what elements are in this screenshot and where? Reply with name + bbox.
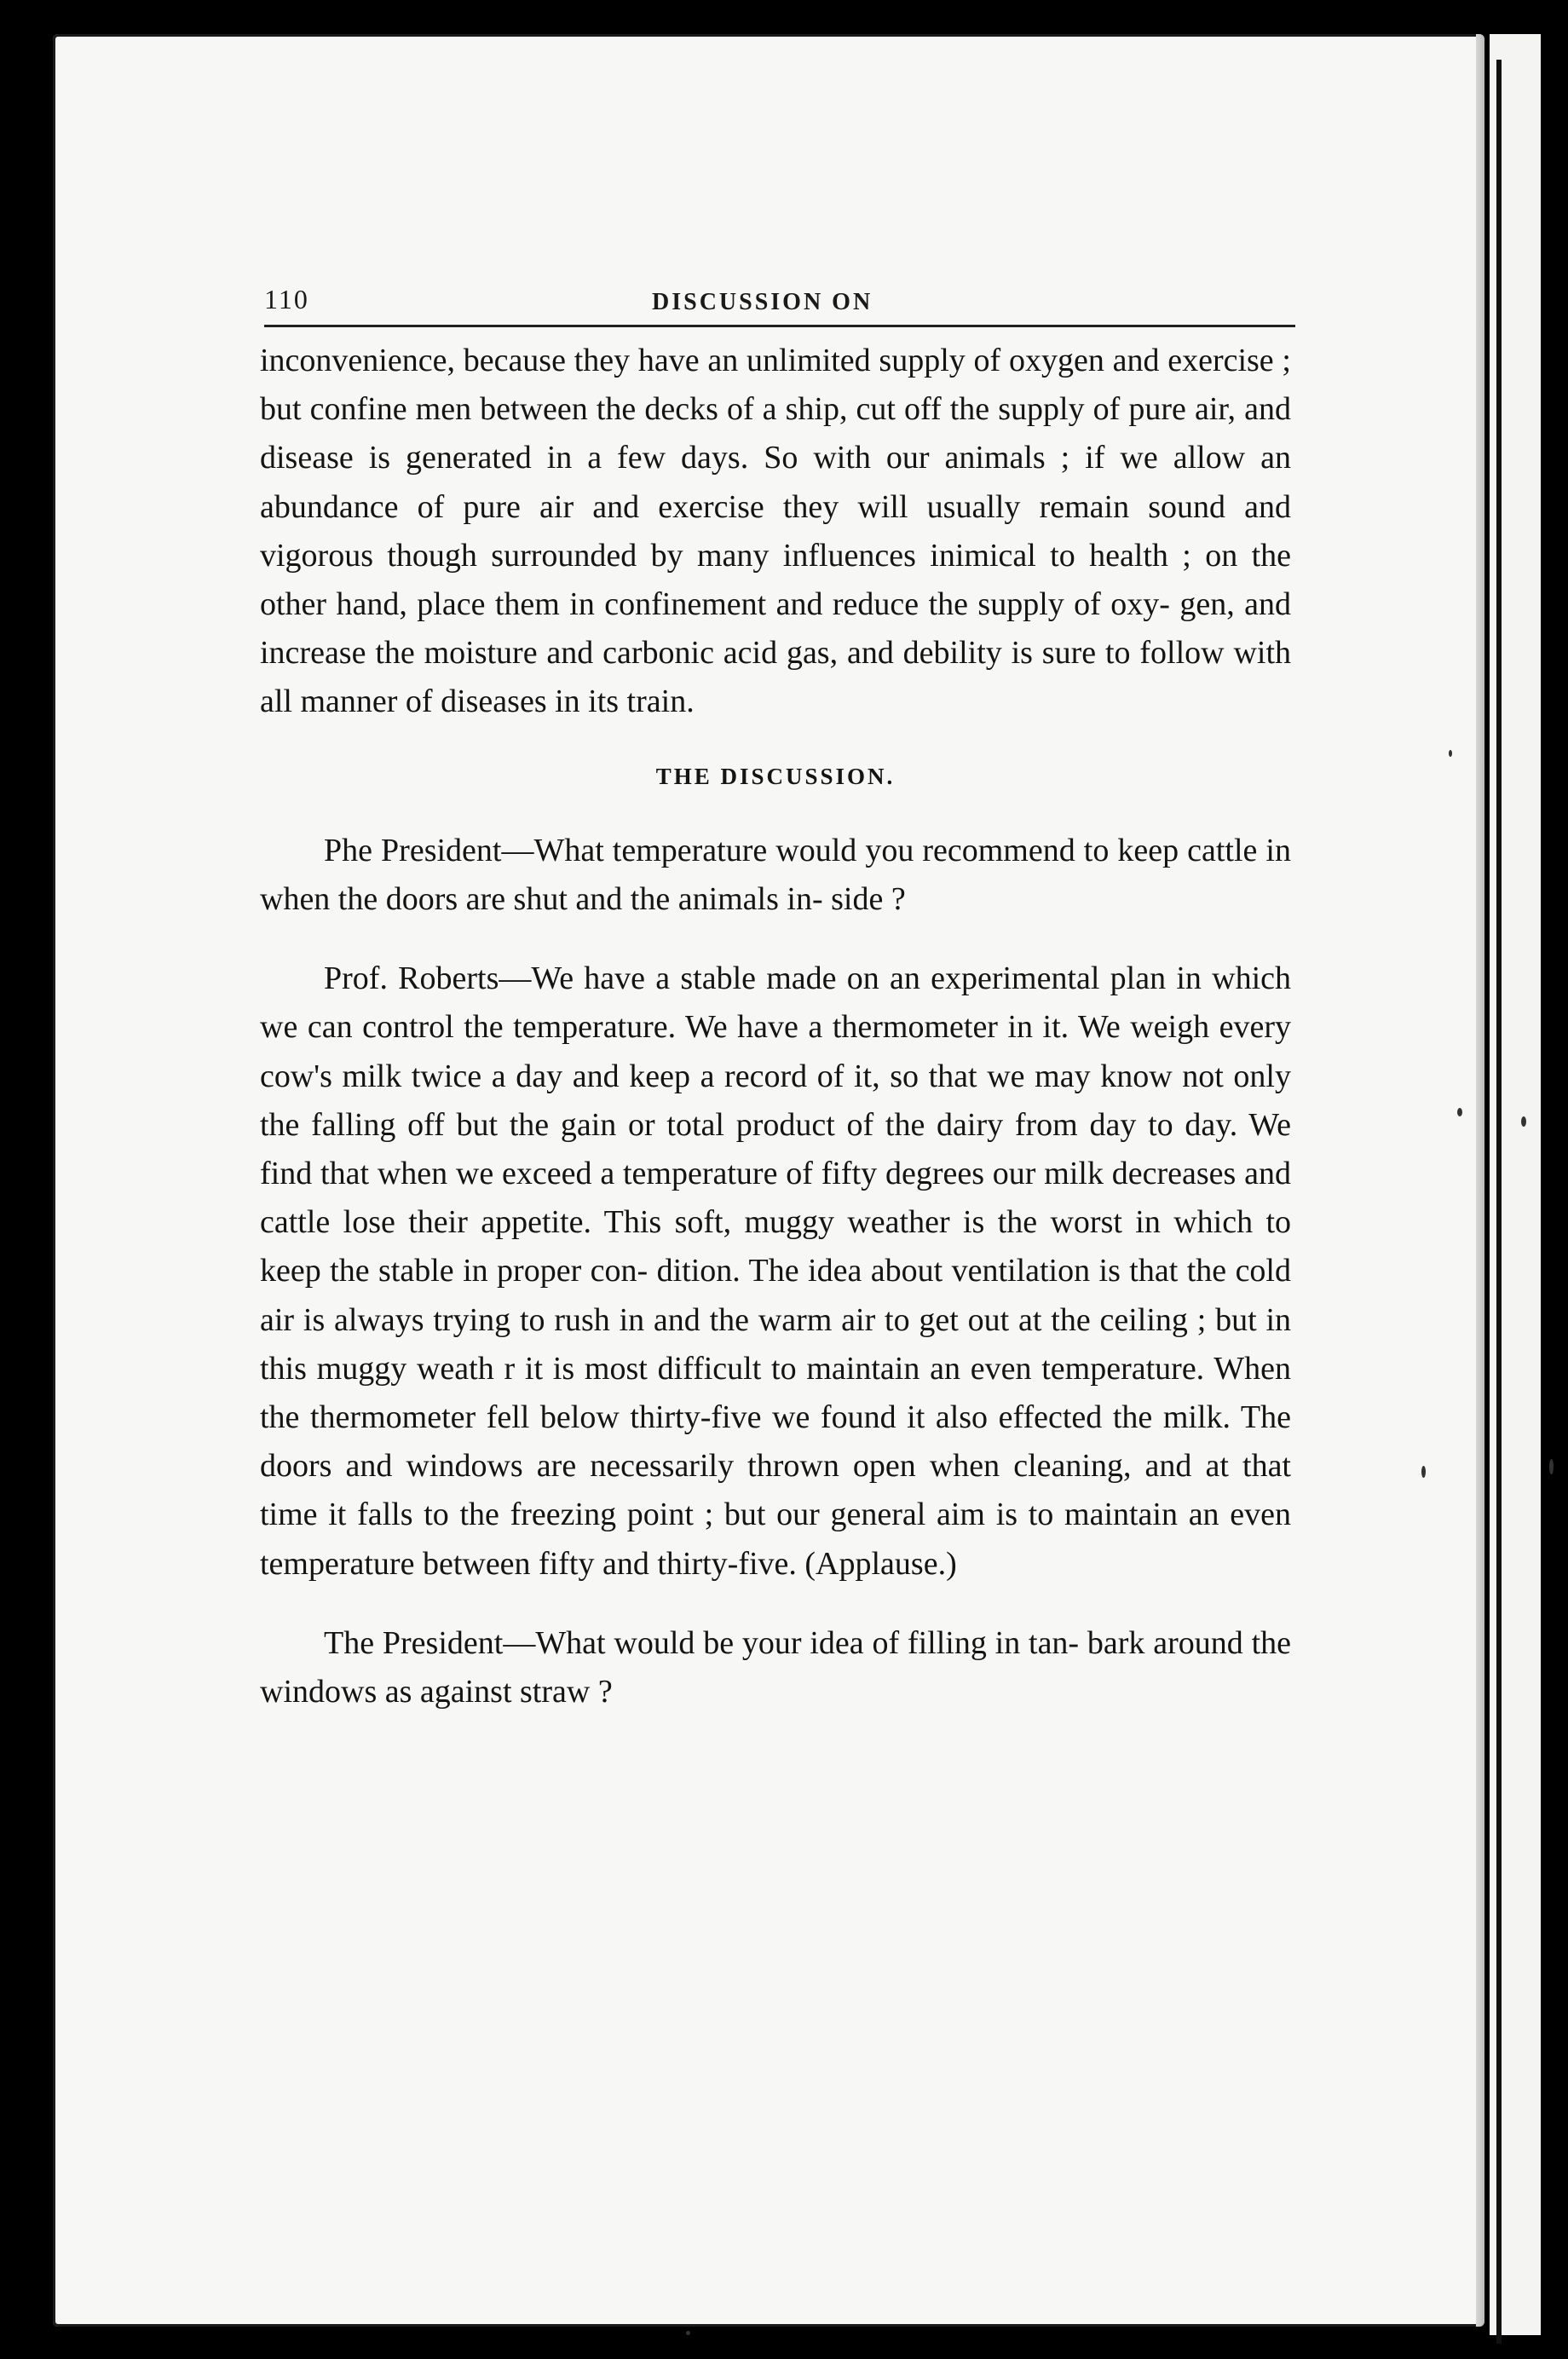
scan-speck (1457, 1108, 1462, 1116)
page-edge-shadow (1476, 34, 1484, 2327)
scan-speck (1449, 750, 1452, 757)
section-heading: THE DISCUSSION. (655, 763, 896, 789)
binding-line (1496, 60, 1502, 2344)
paragraph-gap (260, 924, 1291, 955)
discussion-paragraph: Prof. Roberts—We have a stable made on an experimental plan in which we can control the temperature. We have a thermometer in it. We weigh every cow's milk twice a day and keep a record of it, so that we may know not only the falling off but the gain or total product of the dairy from day to day. We find that when we exceed a temperature of fifty degrees our milk decreases and cattle lose their appetite. This soft, muggy weather is the worst in which to keep the stable in proper con- dition. The idea about ventilation is that the cold air is always trying to rush in and the warm air to get out at the ceiling ; but in this muggy weath r it is most difficult to maintain an even temperature. When the thermometer fell below thirty-five we found it also effected the milk. The doors and windows are necessarily thrown open when cleaning, and at that time it falls to the freezing point ; but our general aim is to maintain an even temperature between fifty and thirty-five. (Applause.) (260, 960, 1291, 1582)
running-head: DISCUSSION ON (652, 289, 873, 315)
page-body (260, 337, 1291, 1716)
scan-speck (1421, 1466, 1426, 1478)
scan-speck (686, 2331, 690, 2335)
page-header (264, 277, 1295, 328)
scan-speck (1549, 1459, 1554, 1474)
scan-speck (1521, 1116, 1526, 1127)
discussion-paragraph: Phe President—What temperature would you recommend to keep cattle in when the doors are shut and the animals in- side ? (260, 832, 1291, 918)
opening-paragraph: inconvenience, because they have an unlimited supply of oxygen and exercise ; but confine men between the decks of a ship, cut off the supply of pure air, and disease is generated in a few days. So with our animals ; if we allow an abundance of pure air and exercise they will usually remain sound and vigorous though surrounded by many influences inimical to health ; on the other hand, place them in confinement and reduce the supply of oxy- gen, and increase the moisture and carbonic acid gas, and debility is sure to follow with all manner of diseases in its train. (260, 343, 1291, 720)
page-number: 110 (264, 284, 309, 314)
paragraph-gap (260, 1589, 1291, 1619)
header-rule (264, 325, 1295, 327)
discussion-paragraph: The President—What would be your idea of filling in tan- bark around the windows as against straw ? (260, 1624, 1291, 1710)
